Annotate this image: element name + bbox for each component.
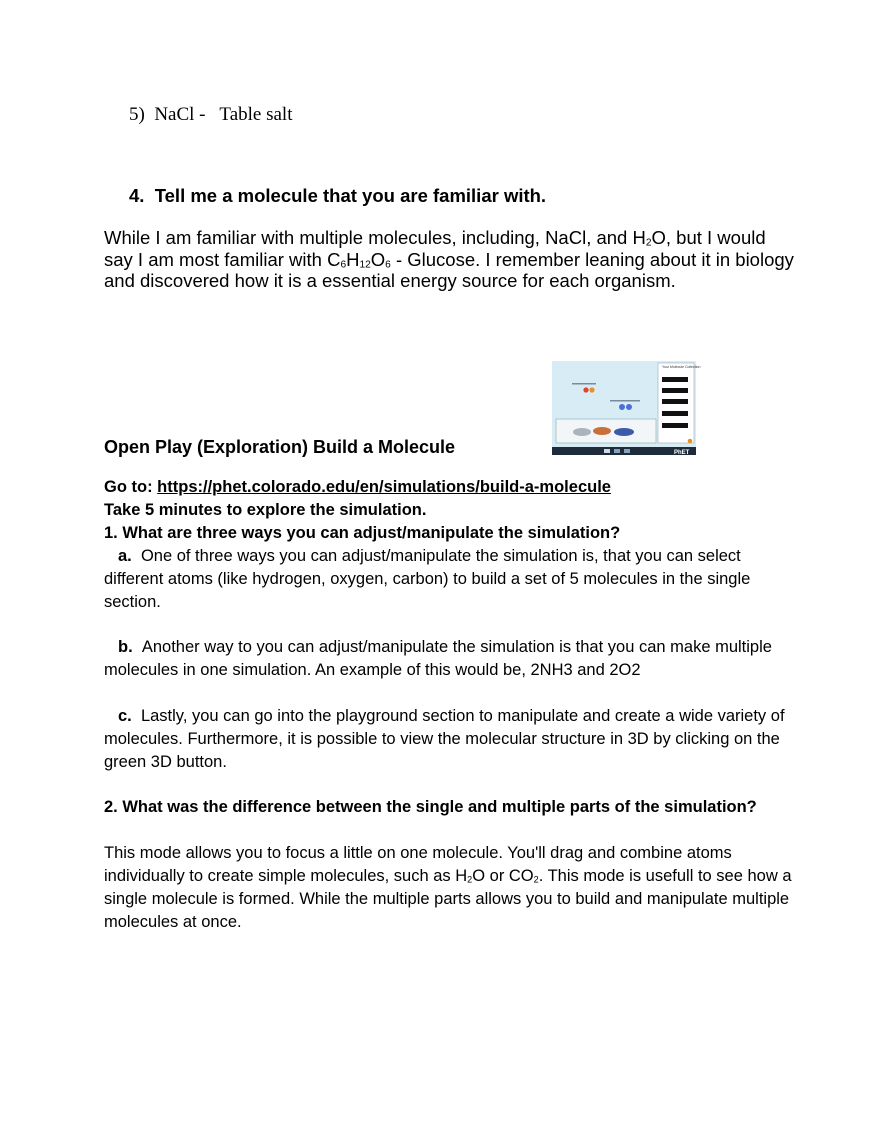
answer-1b [104,636,794,682]
answer-2-text-2: O or CO [472,867,534,885]
sim-collection-box-4 [662,411,688,416]
sim-collection-box-1 [662,377,688,382]
answer-4-text-1: While I am familiar with multiple molecules, including, NaCl, and H [104,227,646,248]
sim-atom-red [583,387,588,392]
goto-label: Go to: [104,478,153,496]
sim-bucket-2 [593,427,611,435]
answer-1a-text: One of three ways you can adjust/manipulate the simulation is, that you can select different atoms (like hydrogen, oxygen, carbon) to build a set of 5 molecules in the single section. [104,547,751,611]
sim-nav-icon-3 [624,449,630,453]
list-item-nacl [129,104,292,126]
answer-4-text-4: O [370,248,386,270]
sim-nav-icon-1 [604,449,610,453]
answer-2-sub-1: 2 [467,874,473,885]
question-4-number: 4. [129,185,145,206]
question-2-answer [104,842,794,934]
question-4-answer [104,227,794,292]
answer-1a [104,545,794,614]
answer-2-sub-2: 2 [533,874,539,885]
sim-atom-orange [589,387,594,392]
answer-4-sub-2: 6 [340,259,347,271]
sim-nav-icon-2 [614,449,620,453]
question-4-heading [129,185,546,207]
sim-reset-icon [688,439,693,444]
question-2-heading: 2. What was the difference between the single and multiple parts of the simulation? [104,798,757,816]
goto-line [104,476,611,499]
sim-label-bar-2 [610,400,640,402]
sim-phet-logo: PhET [674,450,690,456]
simulation-screenshot-image [552,361,701,456]
answer-2-text-3: . This mode is usefull to see how a single molecule is formed. While the multiple parts allows you to build and manipulate multiple molecules at once. [104,867,792,931]
answer-2-text-1: This mode allows you to focus a little on one molecule. You'll drag and combine atoms individually to create simple molecules, such as H [104,844,732,885]
list-item-text: NaCl - Table salt [154,104,293,125]
sim-collection-box-2 [662,388,688,393]
answer-1b-text: Another way to you can adjust/manipulate the simulation is that you can make multiple molecules in one simulation. An example of this would be, 2NH3 and 2O2 [104,638,772,679]
sim-atom-blue-1 [619,404,625,410]
answer-1b-label: b. [118,638,133,656]
answer-1a-label: a. [118,547,132,565]
sim-collection-box-3 [662,399,688,404]
answer-4-sub-3: 12 [359,259,371,271]
list-item-number: 5) [129,104,145,125]
answer-1c-text: Lastly, you can go into the playground section to manipulate and create a wide variety of molecules. Furthermore, it is possible to view the molecular structure in 3D by clicking on the green 3D button. [104,707,785,771]
answer-4-sub-1: 2 [645,237,652,249]
answer-4-text-3: H [346,248,360,270]
answer-4-sub-4: 6 [385,259,391,271]
question-1-heading: 1. What are three ways you can adjust/manipulate the simulation? [104,524,621,542]
answer-1c [104,705,794,774]
sim-collection-box-5 [662,423,688,428]
sim-bucket-3 [614,428,634,436]
answer-4-text-2: O, but I would say I am most familiar with C [104,227,766,270]
sim-panel-title: Your Molecule Collection [662,365,701,369]
simulation-screenshot [552,361,701,456]
section-title: Open Play (Exploration) Build a Molecule [104,437,456,457]
instruction-text: Take 5 minutes to explore the simulation. [104,501,427,519]
answer-4-text-5: - Glucose. I remember leaning about it in biology and discovered how it is a essential energy source for each organism. [104,248,794,291]
question-4-text: Tell me a molecule that you are familiar with. [154,185,547,206]
sim-atom-blue-2 [626,404,632,410]
answer-1c-label: c. [118,707,132,725]
sim-bucket-1 [573,428,591,436]
sim-label-bar-1 [572,383,596,385]
simulation-link[interactable]: https://phet.colorado.edu/en/simulations/build-a-molecule [157,478,611,496]
